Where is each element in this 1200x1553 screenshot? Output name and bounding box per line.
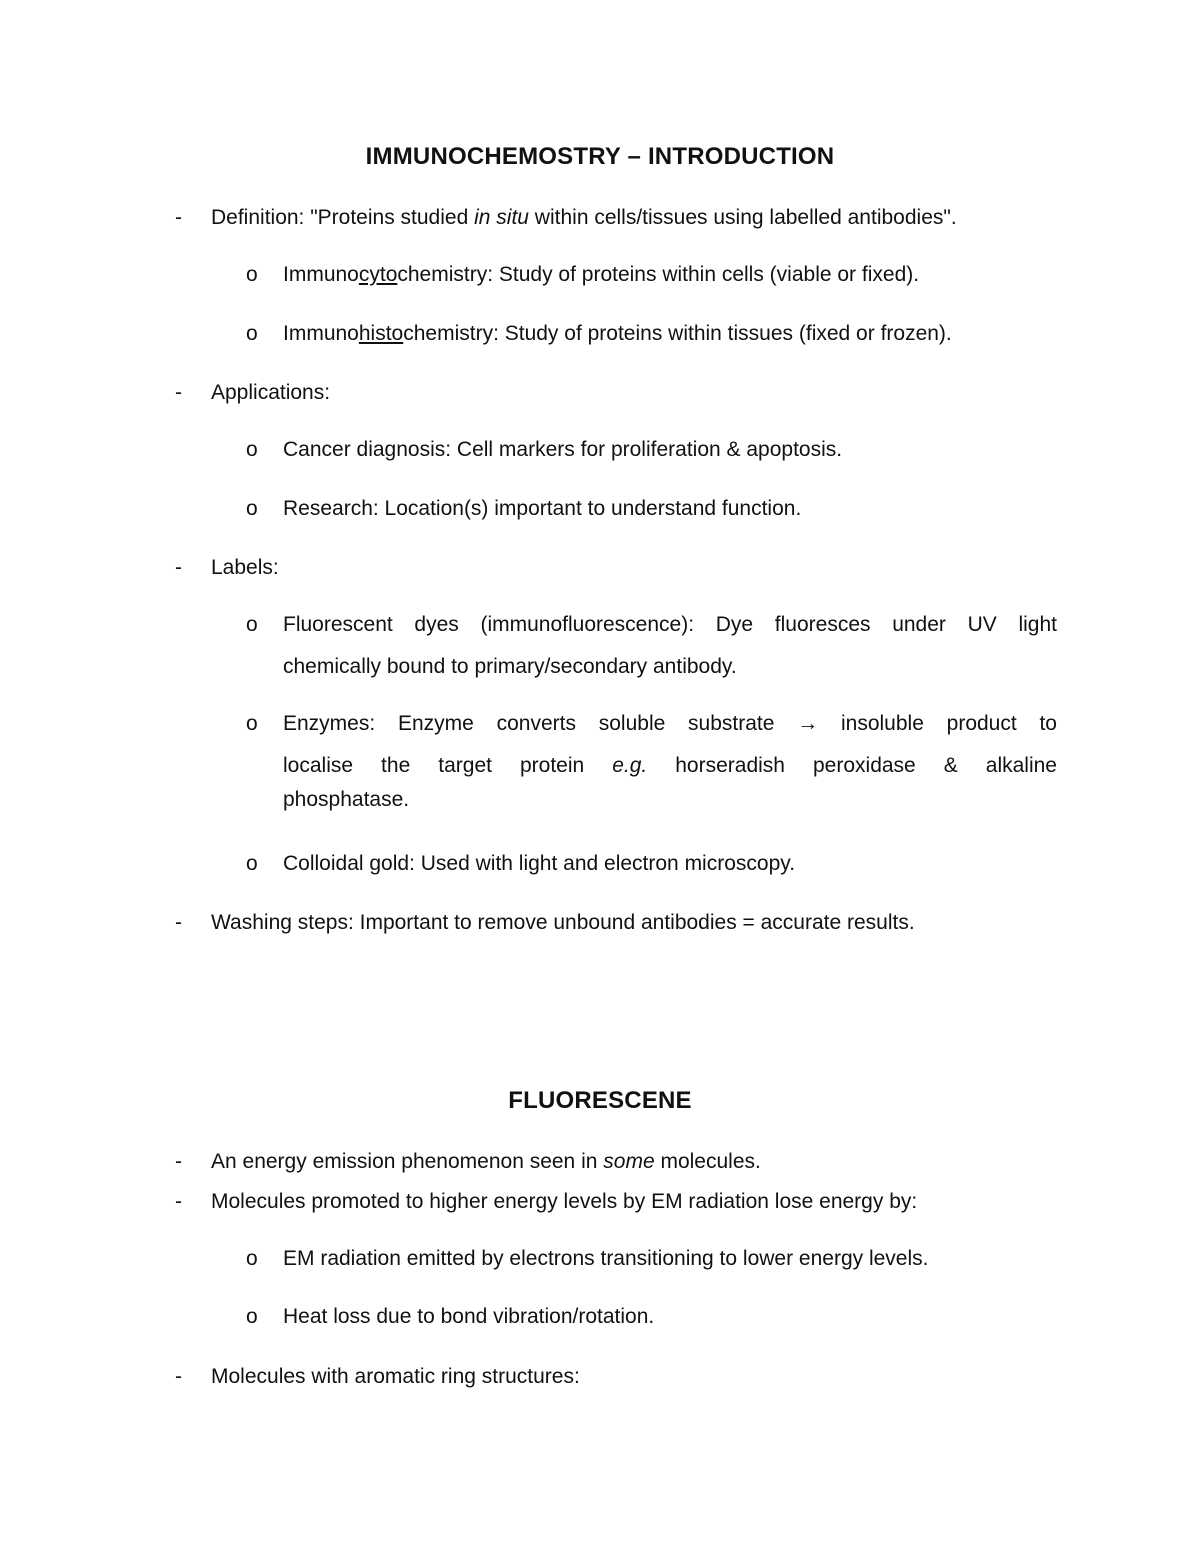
sub2-underline: histo — [358, 322, 404, 345]
o-bullet: o — [246, 322, 258, 345]
immunocytochemistry-text — [283, 262, 919, 288]
item1-italic: some — [603, 1150, 655, 1173]
o-bullet: o — [246, 852, 258, 875]
o-bullet: o — [246, 712, 258, 735]
sub2-suffix: chemistry: Study of proteins within tissues (fixed or frozen). — [403, 322, 952, 345]
section-title-immunochemistry: IMMUNOCHEMOSTRY – INTRODUCTION — [365, 143, 835, 170]
section-title-fluorescene: FLUORESCENE — [508, 1087, 692, 1114]
definition-prefix: Definition: "Proteins studied — [211, 206, 475, 229]
definition-suffix: within cells/tissues using labelled antibodies". — [528, 206, 957, 229]
dash-bullet: - — [175, 1190, 182, 1213]
dash-bullet: - — [175, 381, 182, 404]
enzymes-line-2 — [283, 745, 1057, 787]
definition-italic: in situ — [474, 206, 529, 229]
molecules-promoted-text: Molecules promoted to higher energy levels by EM radiation lose energy by: — [211, 1190, 918, 1213]
enzymes-paragraph — [283, 703, 1057, 813]
o-bullet: o — [246, 497, 258, 520]
sub1-suffix: chemistry: Study of proteins within cells (viable or fixed). — [397, 263, 920, 286]
enzymes-line-2-suffix: horseradish peroxidase & alkaline — [647, 754, 1057, 777]
em-radiation-text: EM radiation emitted by electrons transitioning to lower energy levels. — [283, 1247, 929, 1270]
fluorescent-line-1: Fluorescent dyes (immunofluorescence): Dye fluoresces under UV light — [283, 613, 1057, 636]
washing-steps-text: Washing steps: Important to remove unbound antibodies = accurate results. — [211, 911, 915, 934]
fluorescent-dyes-paragraph — [283, 604, 1057, 688]
item1-prefix: An energy emission phenomenon seen in — [211, 1150, 604, 1173]
fluorescent-line-2: chemically bound to primary/secondary antibody. — [283, 655, 737, 678]
application-item-cancer: Cancer diagnosis: Cell markers for proliferation & apoptosis. — [283, 438, 843, 461]
enzymes-line-2-italic: e.g. — [612, 754, 648, 777]
definition-text — [211, 205, 957, 231]
o-bullet: o — [246, 1247, 258, 1270]
heat-loss-text: Heat loss due to bond vibration/rotation. — [283, 1305, 655, 1328]
sub1-underline: cyto — [358, 263, 398, 286]
aromatic-ring-text: Molecules with aromatic ring structures: — [211, 1365, 580, 1388]
item1-suffix: molecules. — [654, 1150, 761, 1173]
o-bullet: o — [246, 263, 258, 286]
o-bullet: o — [246, 1305, 258, 1328]
enzymes-line-1: Enzymes: Enzyme converts soluble substrate → insoluble product to — [283, 712, 1057, 735]
immunohistochemistry-text — [283, 321, 952, 347]
applications-label: Applications: — [211, 381, 331, 404]
sub1-prefix: Immuno — [283, 263, 359, 286]
enzymes-line-3: phosphatase. — [283, 788, 410, 811]
dash-bullet: - — [175, 206, 182, 229]
dash-bullet: - — [175, 1365, 182, 1388]
o-bullet: o — [246, 438, 258, 461]
sub2-prefix: Immuno — [283, 322, 359, 345]
dash-bullet: - — [175, 556, 182, 579]
energy-emission-text — [211, 1149, 761, 1175]
application-item-research: Research: Location(s) important to understand function. — [283, 497, 802, 520]
enzymes-line-2-prefix: localise the target protein — [283, 754, 613, 777]
o-bullet: o — [246, 613, 258, 636]
dash-bullet: - — [175, 911, 182, 934]
labels-label: Labels: — [211, 556, 279, 579]
colloidal-gold-text: Colloidal gold: Used with light and electron microscopy. — [283, 852, 796, 875]
dash-bullet: - — [175, 1150, 182, 1173]
